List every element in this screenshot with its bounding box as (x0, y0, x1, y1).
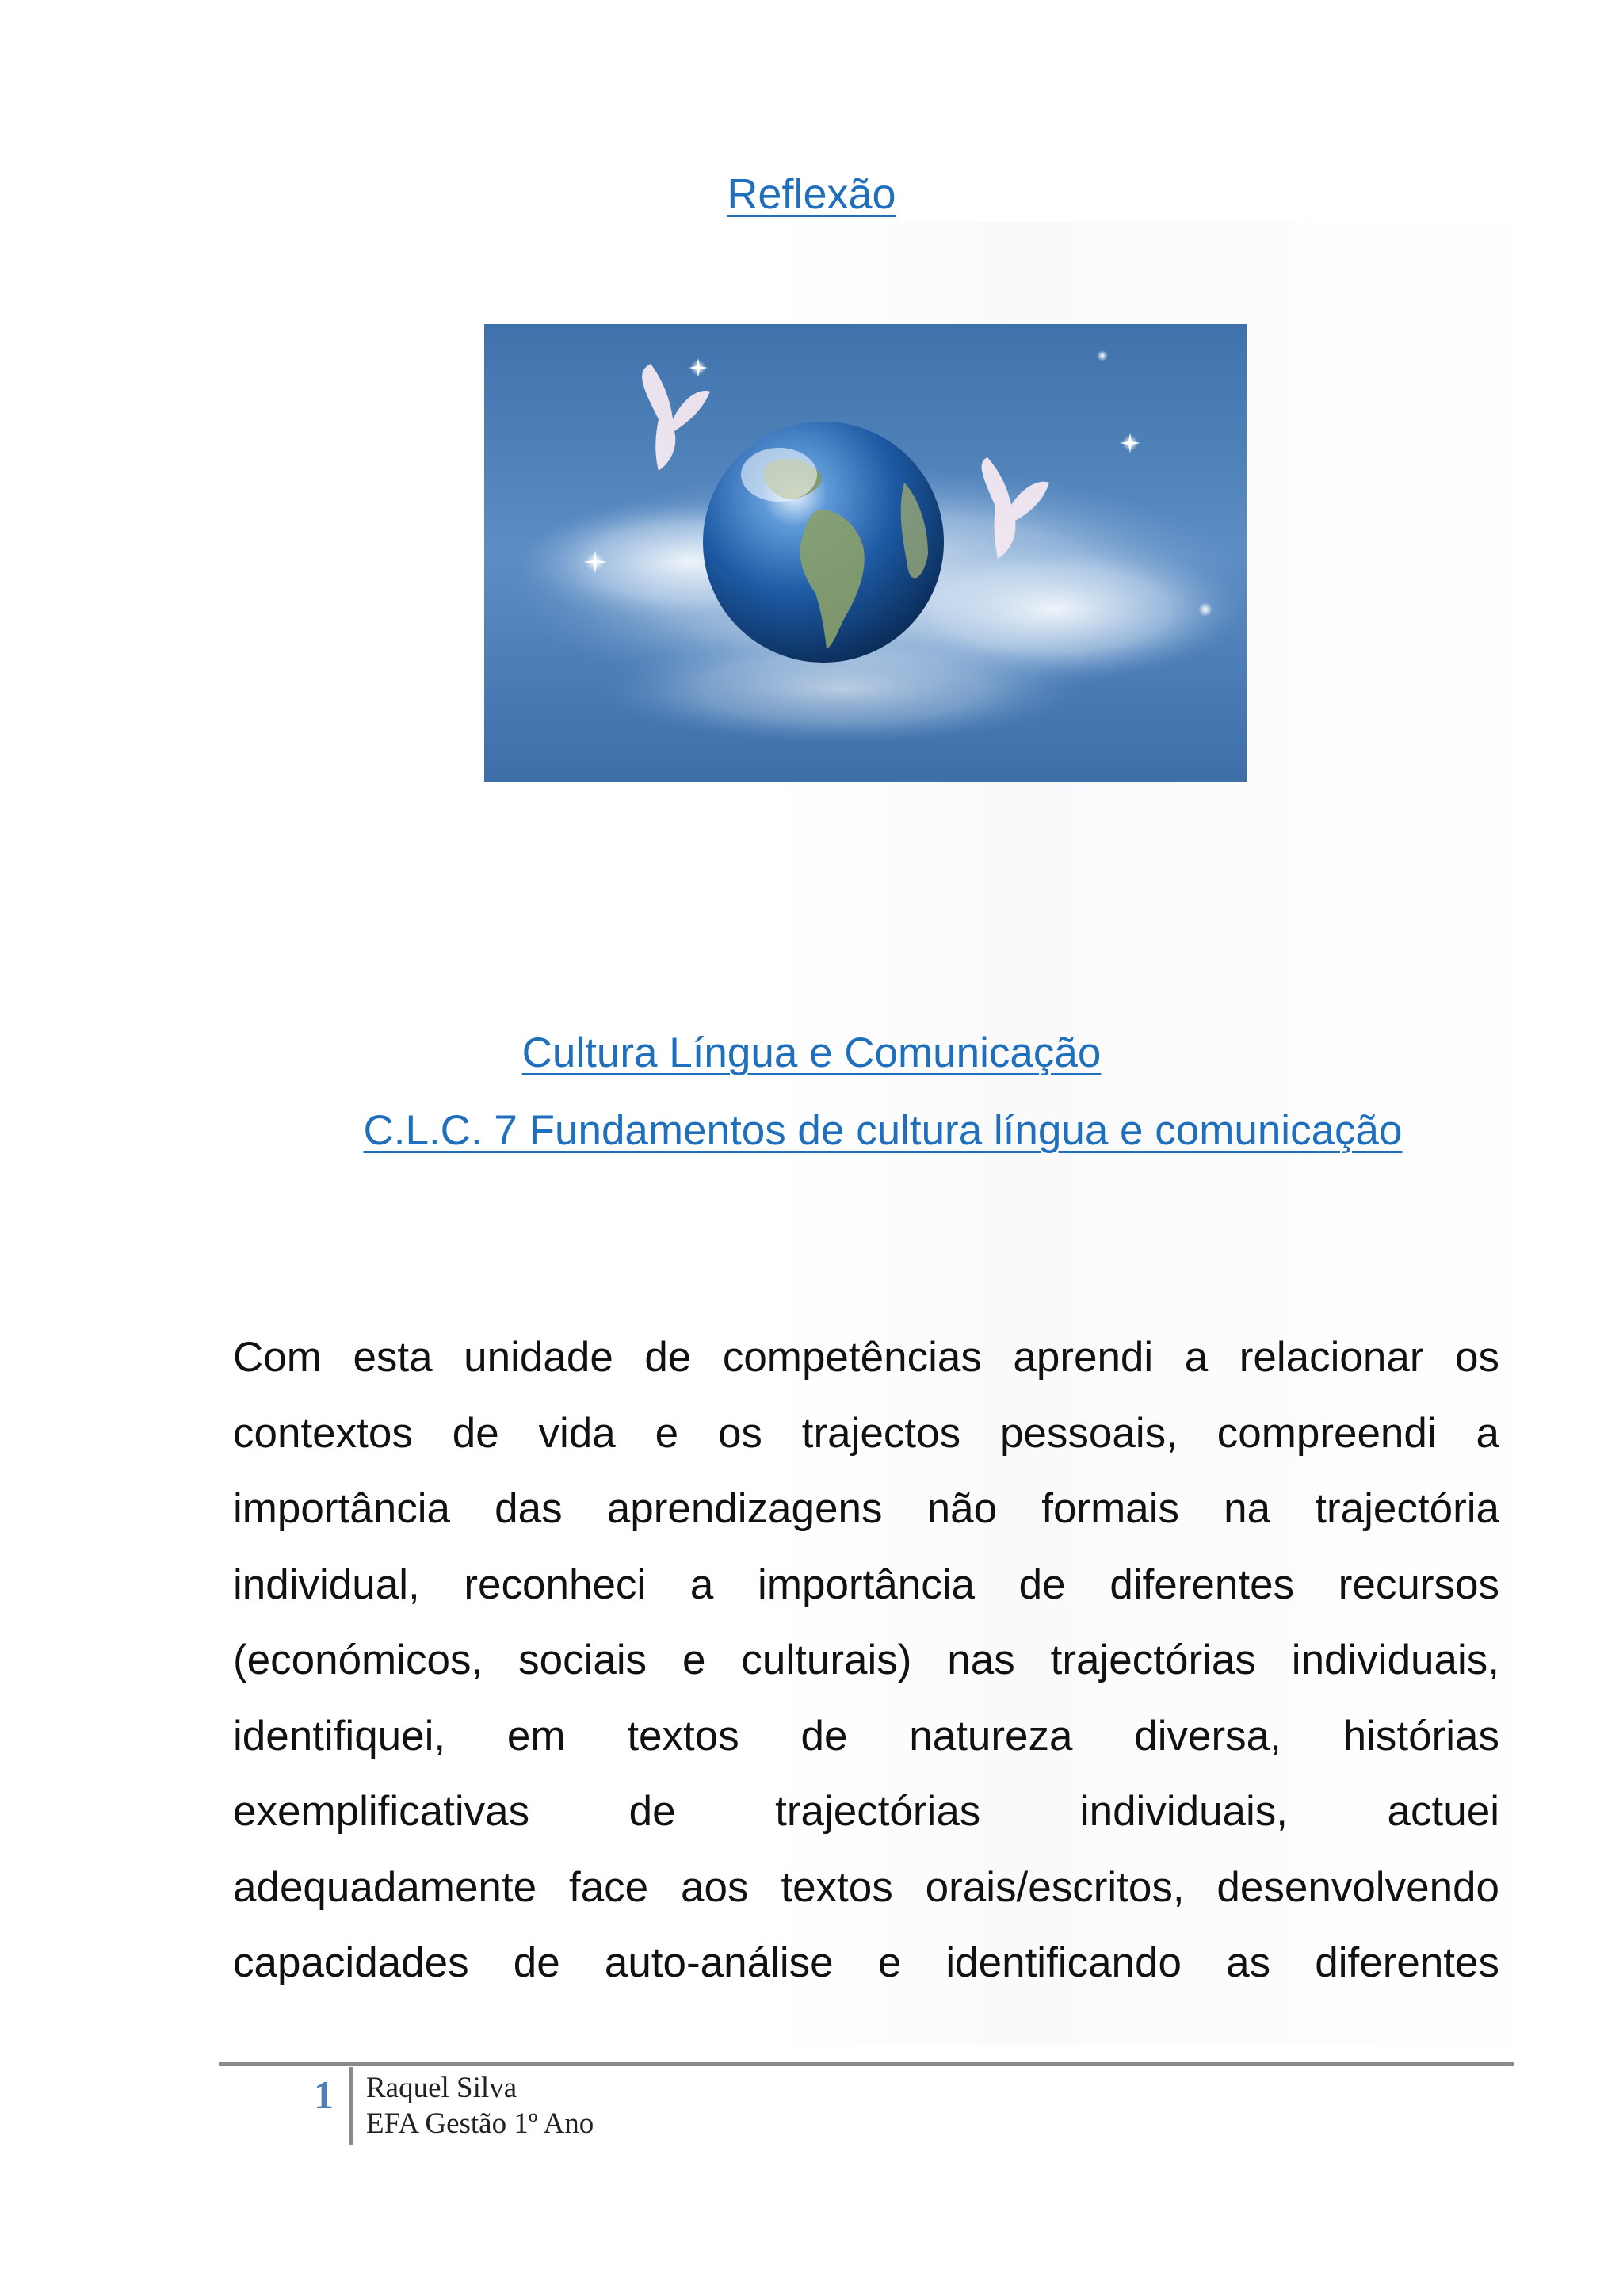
footer-divider (219, 2062, 1514, 2066)
body-line: capacidades de auto-análise e identificando as diferentes (233, 1939, 1499, 1986)
body-line: individual, reconheci a importância de diferentes recursos (233, 1561, 1499, 1608)
globe-illustration (484, 324, 1247, 782)
body-line: exemplificativas de trajectórias individuais, actuei (233, 1788, 1499, 1835)
footer-course: EFA Gestão 1º Ano (366, 2107, 594, 2140)
subtitle-module[interactable]: C.L.C. 7 Fundamentos de cultura língua e comunicação (363, 1107, 1403, 1154)
body-line: Com esta unidade de competências aprendi a relacionar os (233, 1334, 1499, 1381)
footer-info (366, 2070, 594, 2141)
body-paragraph (233, 1320, 1499, 2001)
body-line: importância das aprendizagens não formais na trajectória (233, 1485, 1499, 1532)
body-line: (económicos, sociais e culturais) nas trajectórias individuais, (233, 1637, 1499, 1683)
subtitle-course[interactable]: Cultura Língua e Comunicação (521, 1030, 1102, 1076)
page-title[interactable]: Reflexão (727, 170, 896, 218)
globe-with-doves-icon (484, 324, 1247, 782)
body-line: adequadamente face aos textos orais/escritos, desenvolvendo (233, 1863, 1499, 1911)
footer-author: Raquel Silva (366, 2072, 517, 2104)
page-number: 1 (314, 2073, 334, 2117)
body-line: contextos de vida e os trajectos pessoais, compreendi a (233, 1409, 1499, 1457)
body-line: identifiquei, em textos de natureza diversa, histórias (233, 1712, 1499, 1759)
footer-vertical-divider (349, 2067, 353, 2145)
